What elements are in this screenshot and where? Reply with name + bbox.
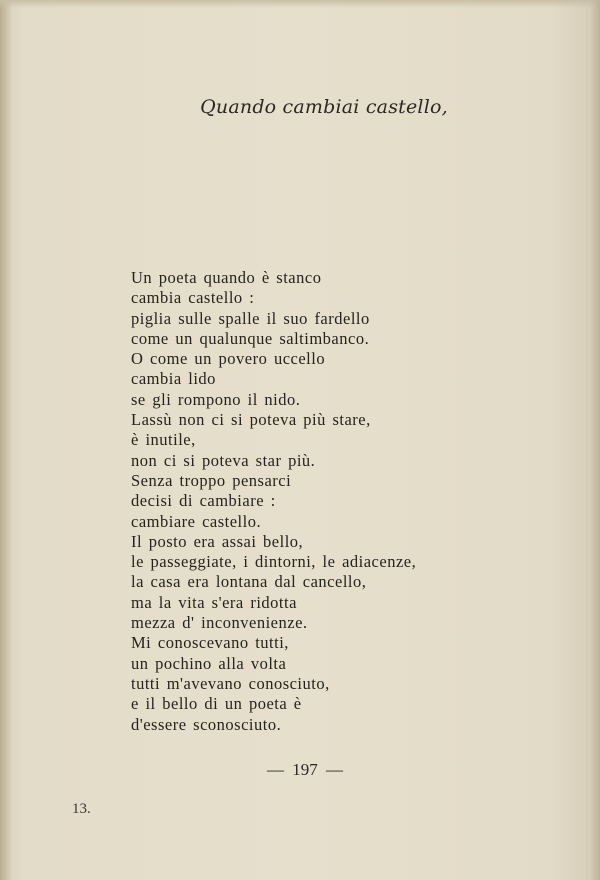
poem-line: ma la vita s'era ridotta	[131, 592, 297, 612]
poem-line: è inutile,	[131, 430, 196, 450]
poem-line: piglia sulle spalle il suo fardello	[131, 308, 370, 328]
poem-line: cambia castello :	[131, 288, 255, 308]
poem-body	[131, 268, 416, 735]
poem-line: come un qualunque saltimbanco.	[131, 328, 370, 348]
poem-line: cambia lido	[131, 369, 216, 389]
poem-line: un pochino alla volta	[131, 653, 287, 673]
poem-line: e il bello di un poeta è	[131, 694, 302, 714]
poem-line: Lassù non ci si poteva più stare,	[131, 410, 371, 430]
poem-line: Mi conoscevano tutti,	[131, 633, 289, 653]
poem-line: Senza troppo pensarci	[131, 470, 292, 490]
page-right-edge	[590, 0, 600, 880]
poem-line: la casa era lontana dal cancello,	[131, 572, 367, 592]
poem-line: le passeggiate, i dintorni, le adiacenze,	[131, 552, 417, 572]
poem-line: d'essere sconosciuto.	[131, 714, 282, 734]
poem-title: Quando cambiai castello,	[200, 96, 448, 118]
poem-line: Il posto era assai bello,	[131, 531, 304, 551]
poem-line: cambiare castello.	[131, 511, 262, 531]
poem-line: Un poeta quando è stanco	[131, 268, 322, 287]
page-top-edge	[0, 0, 600, 8]
poem-line: tutti m'avevano conosciuto,	[131, 673, 330, 693]
poem-line: non ci si poteva star più.	[131, 450, 316, 470]
poem-line: se gli rompono il nido.	[131, 389, 301, 409]
poem-line: mezza d' inconvenienze.	[131, 613, 308, 633]
poem-line: decisi di cambiare :	[131, 491, 276, 511]
page-number: — 197 —	[267, 760, 343, 779]
page-gutter-shadow	[0, 0, 12, 880]
signature-mark: 13.	[72, 801, 91, 817]
poem-line: O come un povero uccello	[131, 349, 326, 369]
